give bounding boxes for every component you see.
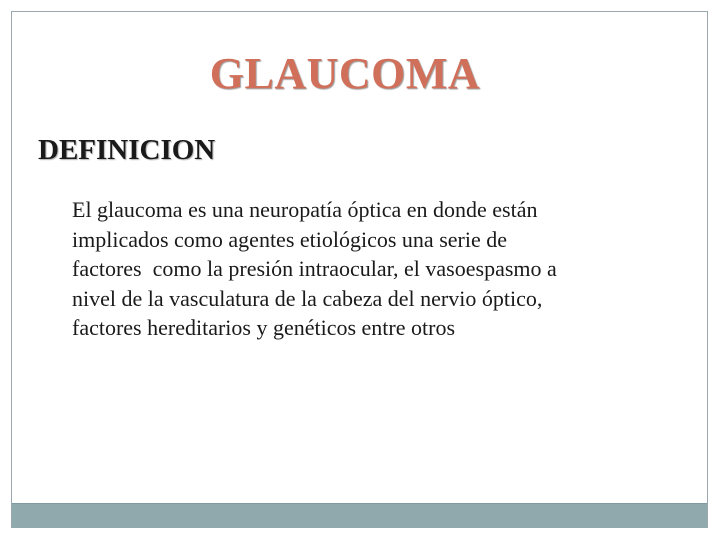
slide-title: GLAUCOMA (209, 49, 481, 98)
definition-line: factores como la presión intraocular, el vasoespasmo a (72, 256, 557, 281)
definition-line: factores hereditarios y genéticos entre otros (72, 315, 456, 340)
section-heading: DEFINICION (38, 134, 216, 166)
footer-bar (12, 503, 707, 528)
definition-text (72, 195, 672, 343)
definition-line: El glaucoma es una neuropatía óptica en donde están (72, 197, 538, 222)
definition-line: nivel de la vasculatura de la cabeza del nervio óptico, (72, 285, 543, 311)
definition-line: implicados como agentes etiológicos una serie de (72, 226, 507, 252)
